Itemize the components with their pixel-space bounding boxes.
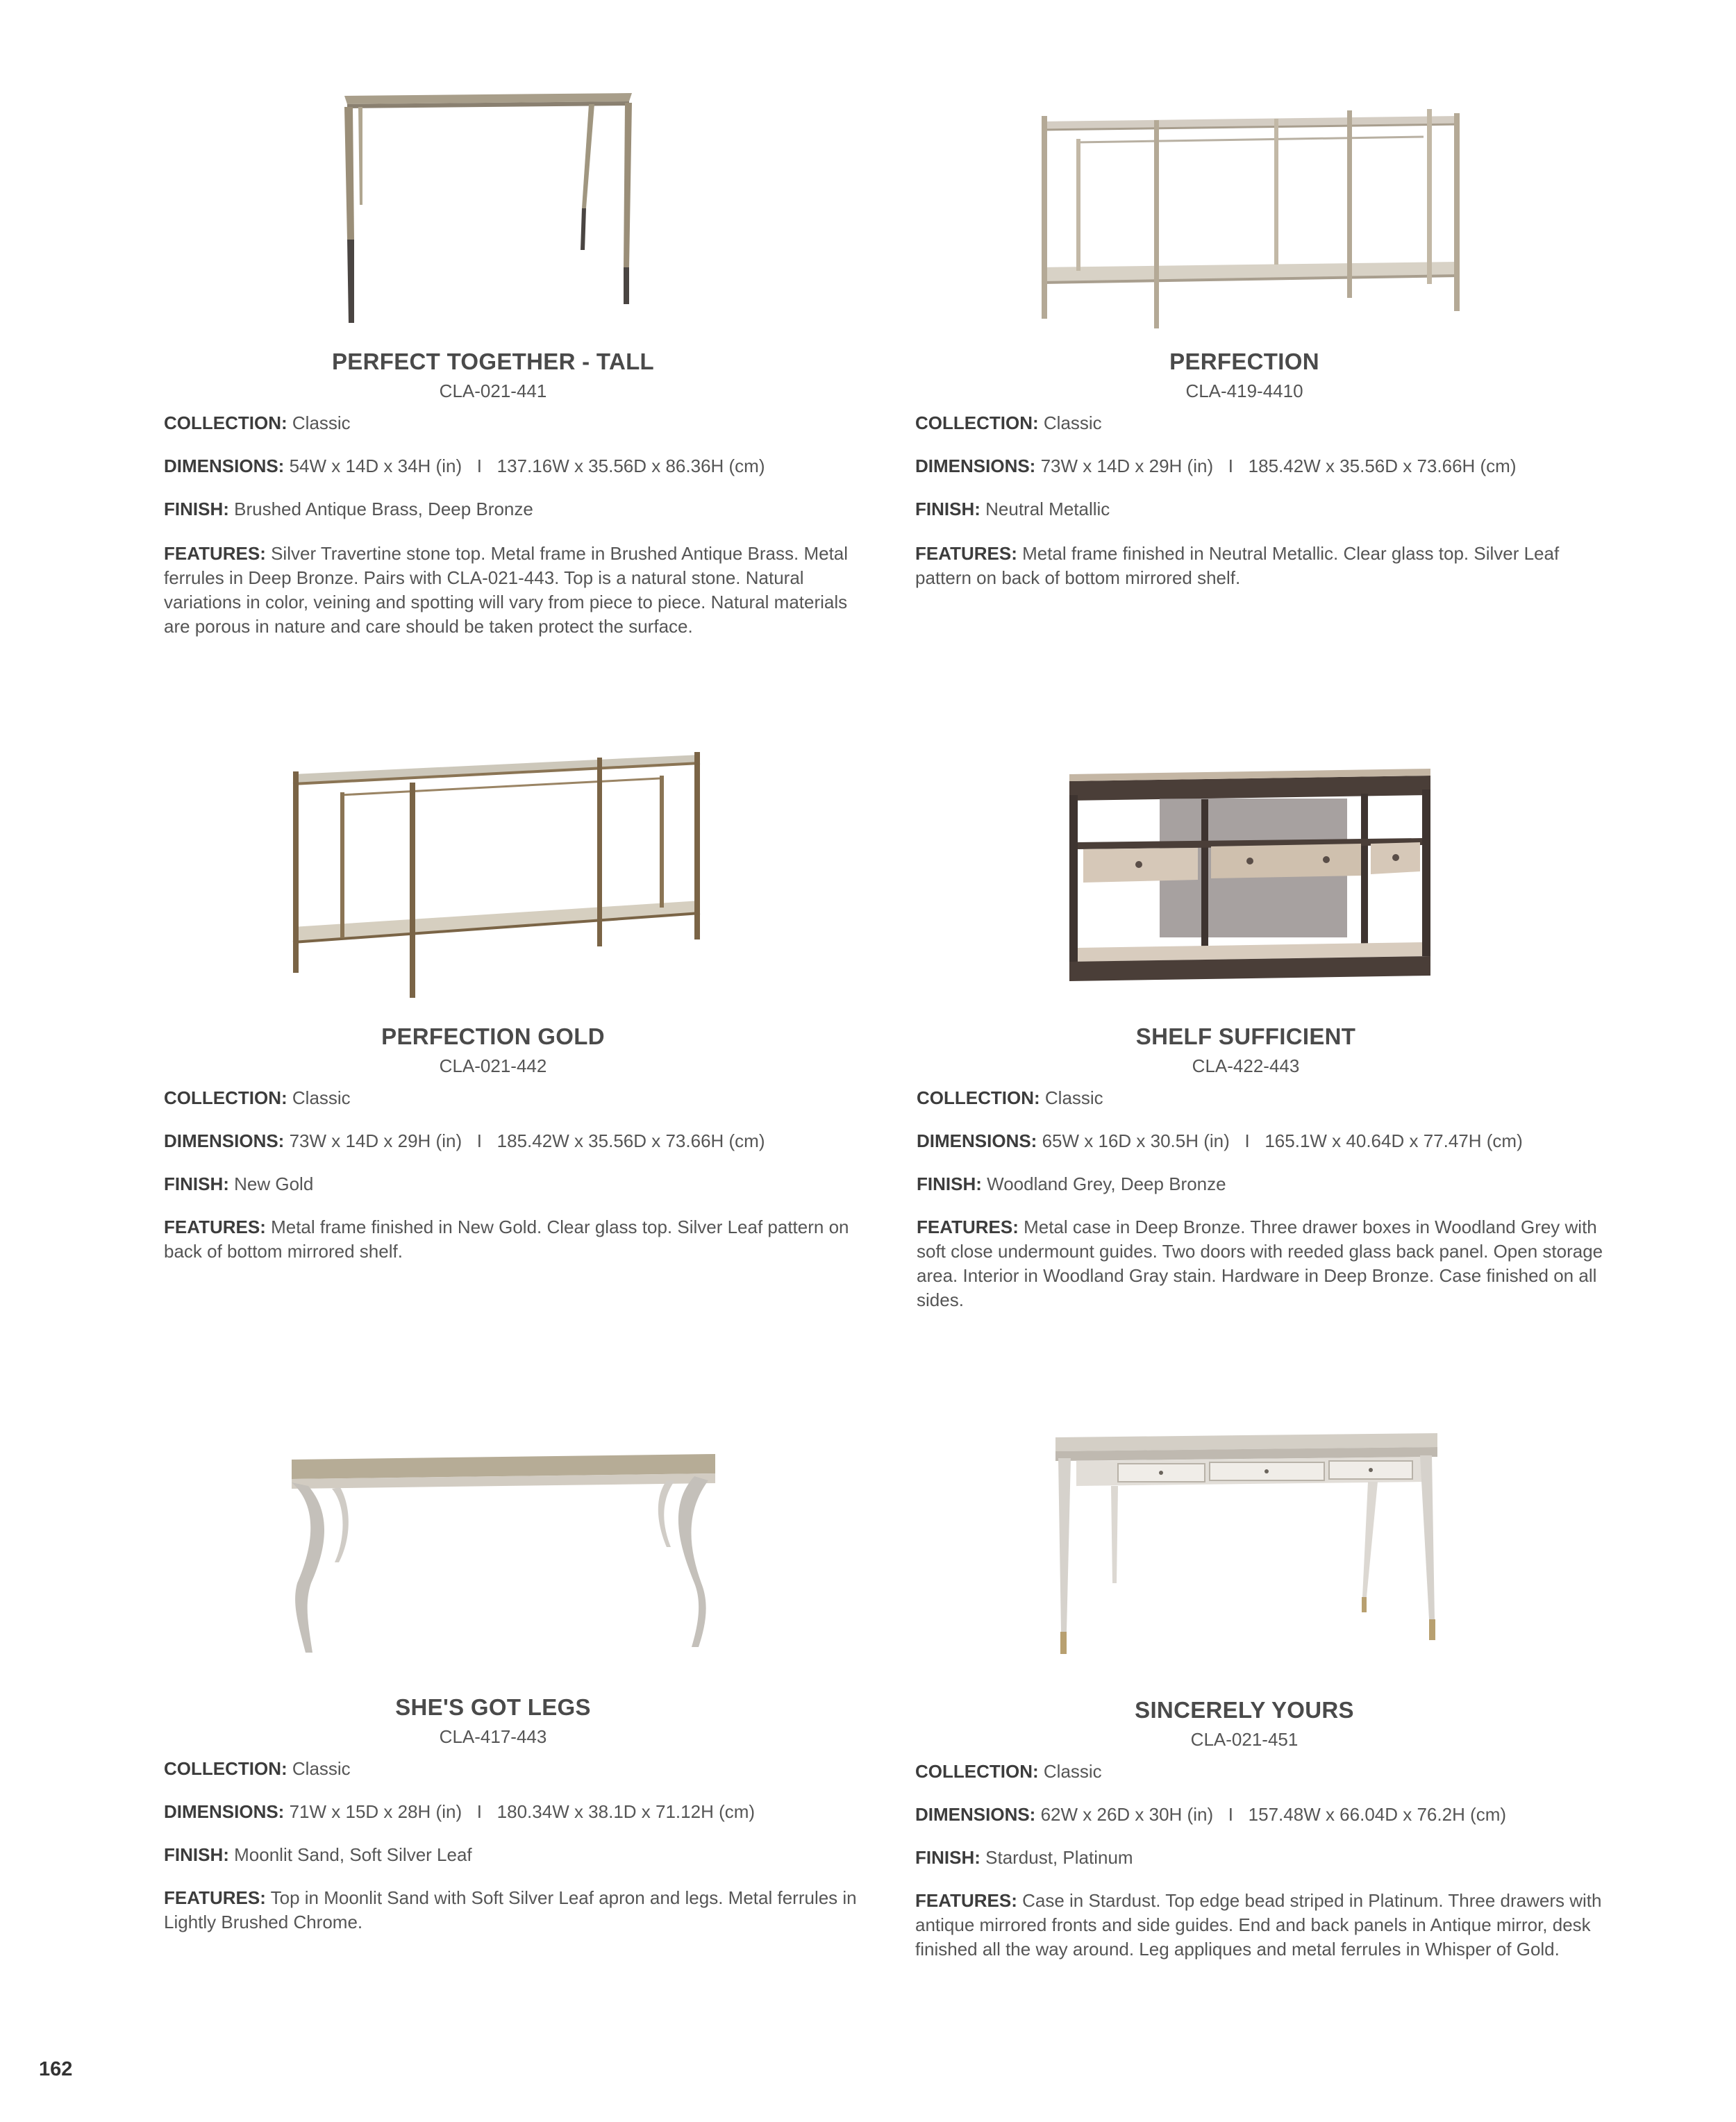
finish-label: FINISH: [915, 499, 980, 519]
features-row [915, 1889, 1610, 1962]
collection-row [164, 411, 886, 435]
features-label: FEATURES: [164, 1887, 266, 1908]
dimensions-value: 54W x 14D x 34H (in) I 137.16W x 35.56D x 86.36H (cm) [289, 456, 765, 476]
product-sku: CLA-422-443 [1192, 1055, 1300, 1076]
finish-value: Woodland Grey, Deep Bronze [987, 1173, 1226, 1194]
finish-row [164, 1172, 886, 1196]
finish-label: FINISH: [915, 1847, 980, 1868]
features-label: FEATURES: [917, 1217, 1019, 1237]
features-label: FEATURES: [164, 1217, 266, 1237]
product-sku: CLA-021-441 [439, 381, 547, 401]
features-value: Silver Travertine stone top. Metal frame in Brushed Antique Brass. Metal ferrules in Deep Bronze. Pairs with CLA-021-443. Top is a natural stone. Natural variations in color, veining and spotting will vary from piece to piece. Natural materials are porous in nature and care should be taken protect the surface. [164, 543, 849, 637]
finish-row [915, 1846, 1637, 1870]
collection-label: COLLECTION: [917, 1087, 1040, 1108]
features-value: Metal frame finished in Neutral Metallic. Clear glass top. Silver Leaf pattern on back of bottom mirrored shelf. [915, 543, 1560, 588]
collection-row [164, 1757, 886, 1781]
collection-value: Classic [292, 412, 351, 433]
finish-label: FINISH: [164, 499, 229, 519]
finish-row [164, 1843, 886, 1867]
finish-row [164, 497, 886, 521]
dimensions-label: DIMENSIONS: [917, 1130, 1037, 1151]
collection-value: Classic [292, 1758, 351, 1779]
dimensions-row [915, 454, 1637, 478]
product-title: SHELF SUFFICIENT [1135, 1024, 1356, 1049]
dimensions-row [164, 1800, 886, 1824]
dimensions-label: DIMENSIONS: [164, 1130, 285, 1151]
dimensions-value: 71W x 15D x 28H (in) I 180.34W x 38.1D x 71.12H (cm) [289, 1801, 756, 1822]
product-title: SHE'S GOT LEGS [395, 1694, 591, 1720]
dimensions-value: 73W x 14D x 29H (in) I 185.42W x 35.56D x 73.66H (cm) [1040, 456, 1517, 476]
collection-value: Classic [1044, 1087, 1103, 1108]
collection-value: Classic [292, 1087, 351, 1108]
collection-label: COLLECTION: [915, 412, 1039, 433]
features-value: Metal case in Deep Bronze. Three drawer boxes in Woodland Grey with soft close undermount guides. Two doors with reeded glass back panel. Open storage area. Interior in Woodland Gray stain. Hardware in Deep Bronze. Case finished on all sides. [917, 1217, 1603, 1310]
collection-row [915, 411, 1637, 435]
dimensions-label: DIMENSIONS: [915, 1804, 1036, 1825]
dimensions-row [917, 1129, 1639, 1153]
features-row [164, 1215, 858, 1264]
collection-row [917, 1086, 1639, 1110]
product-sku: CLA-021-451 [1190, 1729, 1299, 1750]
dimensions-row [164, 454, 886, 478]
collection-label: COLLECTION: [164, 1758, 287, 1779]
product-image-sincerely-yours [1049, 1423, 1444, 1670]
page-number: 162 [39, 2058, 73, 2080]
product-title: PERFECTION GOLD [381, 1024, 605, 1049]
product-image-perfect-together-tall [326, 83, 639, 333]
collection-label: COLLECTION: [164, 1087, 287, 1108]
features-row [164, 542, 858, 639]
features-row [164, 1886, 858, 1935]
features-row [917, 1215, 1611, 1312]
features-label: FEATURES: [164, 543, 266, 564]
collection-label: COLLECTION: [164, 412, 287, 433]
collection-value: Classic [1043, 1761, 1102, 1782]
finish-row [917, 1172, 1639, 1196]
features-label: FEATURES: [915, 543, 1017, 564]
features-value: Top in Moonlit Sand with Soft Silver Leaf apron and legs. Metal ferrules in Lightly Brushed Chrome. [164, 1887, 857, 1932]
finish-value: Stardust, Platinum [985, 1847, 1133, 1868]
finish-value: Neutral Metallic [985, 499, 1110, 519]
product-sku: CLA-417-443 [439, 1726, 547, 1747]
finish-value: Moonlit Sand, Soft Silver Leaf [234, 1844, 472, 1865]
product-image-shelf-sufficient [1062, 760, 1437, 986]
product-image-perfection-gold [285, 740, 708, 1003]
dimensions-value: 65W x 16D x 30.5H (in) I 165.1W x 40.64D x 77.47H (cm) [1042, 1130, 1523, 1151]
collection-row [915, 1760, 1637, 1784]
product-image-shes-got-legs [278, 1444, 722, 1660]
product-image-perfection [1035, 101, 1465, 330]
features-label: FEATURES: [915, 1890, 1017, 1911]
product-title: PERFECTION [1169, 349, 1319, 374]
collection-row [164, 1086, 886, 1110]
collection-value: Classic [1043, 412, 1102, 433]
dimensions-label: DIMENSIONS: [915, 456, 1036, 476]
finish-label: FINISH: [164, 1173, 229, 1194]
dimensions-row [164, 1129, 886, 1153]
finish-value: Brushed Antique Brass, Deep Bronze [234, 499, 533, 519]
dimensions-row [915, 1803, 1637, 1827]
collection-label: COLLECTION: [915, 1761, 1039, 1782]
dimensions-value: 73W x 14D x 29H (in) I 185.42W x 35.56D x 73.66H (cm) [289, 1130, 765, 1151]
dimensions-label: DIMENSIONS: [164, 1801, 285, 1822]
finish-label: FINISH: [164, 1844, 229, 1865]
finish-value: New Gold [234, 1173, 314, 1194]
features-value: Metal frame finished in New Gold. Clear glass top. Silver Leaf pattern on back of bottom mirrored shelf. [164, 1217, 849, 1262]
dimensions-label: DIMENSIONS: [164, 456, 285, 476]
finish-label: FINISH: [917, 1173, 982, 1194]
product-title: SINCERELY YOURS [1135, 1697, 1354, 1723]
dimensions-value: 62W x 26D x 30H (in) I 157.48W x 66.04D x 76.2H (cm) [1040, 1804, 1507, 1825]
finish-row [915, 497, 1637, 521]
product-title: PERFECT TOGETHER - TALL [331, 349, 654, 374]
features-value: Case in Stardust. Top edge bead striped in Platinum. Three drawers with antique mirrored fronts and side guides. End and back panels in Antique mirror, desk finished all the way around. Leg appliques and metal ferrules in Whisper of Gold. [915, 1890, 1602, 1960]
features-row [915, 542, 1610, 590]
product-sku: CLA-021-442 [439, 1055, 547, 1076]
product-sku: CLA-419-4410 [1185, 381, 1303, 401]
